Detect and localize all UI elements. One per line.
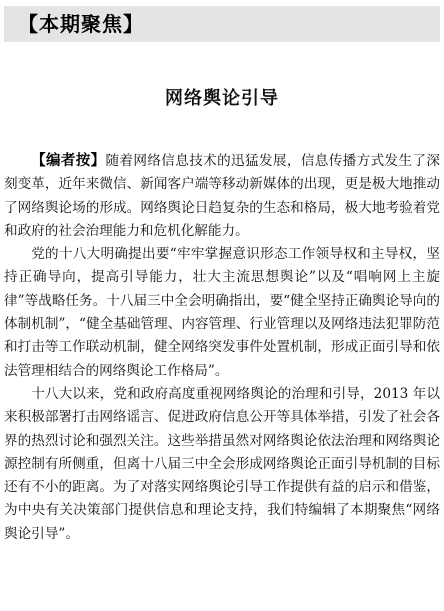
body-paragraph: 十八大以来，党和政府高度重视网络舆论的治理和引导，2013 年以来积极部署打击网络谣言、促进政府信息公开等具体举措，引发了社会各界的热烈讨论和强烈关注。这些举措虽然对网络舆论依法治理和网络舆论源控制有所侧重，但离十八届三中全会形成网络舆论正面引导机制的目标还有不小的距离。为了对落实网络舆论引导工作提供有益的启示和借鉴，为中央有关决策部门提供信息和理论支持，我们特编辑了本期聚焦“网络舆论引导”。 [4, 385, 440, 542]
body-paragraph: 党的十八大明确提出要“牢牢掌握意识形态工作领导权和主导权，坚持正确导向，提高引导能力，壮大主流思想舆论”以及“唱响网上主旋律”等战略任务。十八届三中全会明确指出，要“健全坚持正确舆论导向的体制机制”，“健全基础管理、内容管理、行业管理以及网络违法犯罪防范和打击等工作联动机制，健全网络突发事件处置机制，形成正面引导和依法管理相结合的网络舆论工作格局”。 [4, 246, 440, 379]
section-label: 【本期聚焦】 [18, 12, 144, 36]
section-header [4, 6, 440, 42]
article-title: 网络舆论引导 [165, 88, 279, 109]
paragraph-text: 随着网络信息技术的迅猛发展，信息传播方式发生了深刻变革，近年来微信、新闻客户端等移动新媒体的出现，更是极大地推动了网络舆论场的形成。网络舆论日趋复杂的生态和格局，极大地考验着党和政府的社会治理能力和危机化解能力。 [4, 153, 440, 239]
editor-note-paragraph [4, 150, 440, 243]
article-body [4, 150, 440, 546]
editor-note-tag: 【编者按】 [31, 153, 106, 169]
